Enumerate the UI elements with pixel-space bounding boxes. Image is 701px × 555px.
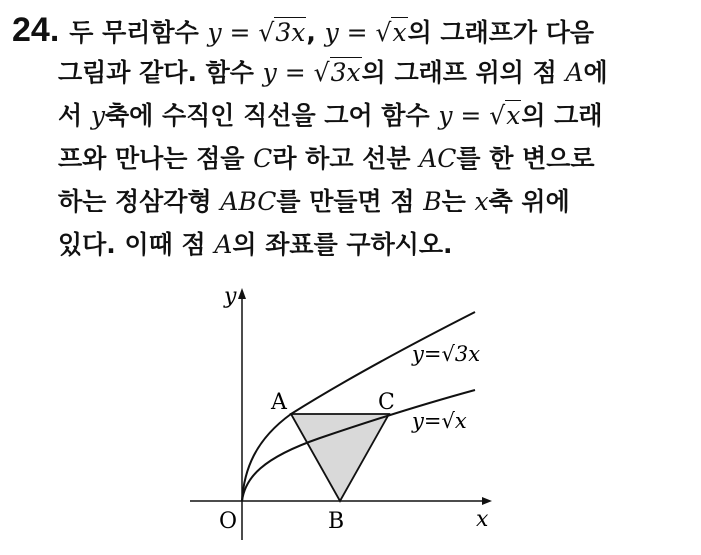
math-var: x (474, 187, 489, 216)
text-run: 의 그래 (521, 101, 603, 130)
text-run: 있다. 이때 점 (58, 230, 215, 259)
math-var: y (207, 18, 222, 47)
text-run: 두 무리함수 (69, 18, 208, 47)
math-radicand: x (392, 18, 407, 47)
text-run: 라 하고 선분 (272, 144, 420, 173)
equilateral-triangle (291, 414, 389, 501)
math-var: ABC (220, 187, 277, 216)
math-var: A (565, 58, 584, 87)
math-op: = (221, 18, 259, 47)
origin-label: O (219, 509, 238, 534)
x-axis-arrow (482, 497, 492, 505)
text-run: 서 (58, 101, 91, 130)
text-run: 그림과 같다. 함수 (58, 58, 263, 87)
sqrt-sign: √ (375, 18, 392, 47)
text-run: 축 위에 (488, 187, 570, 216)
point-c-label: C (378, 390, 395, 415)
axis-label-x: x (476, 507, 489, 532)
text-run: , (306, 18, 325, 47)
point-b-label: B (328, 509, 345, 534)
sqrt-sign: √ (313, 58, 330, 87)
curve-upper-label: y=√3x (412, 342, 481, 366)
text-run: 의 그래프가 다음 (407, 18, 595, 47)
math-var: y (262, 58, 277, 87)
math-var: y (90, 101, 105, 130)
math-radicand: 3x (330, 58, 361, 87)
point-a-label: A (271, 390, 287, 415)
text-run: 는 (441, 187, 475, 216)
text-run: 프와 만나는 점을 (58, 144, 254, 173)
text-run: 의 좌표를 구하시오. (232, 230, 453, 259)
math-var: C (253, 144, 273, 173)
y-axis-arrow (238, 288, 246, 299)
sqrt-sign: √ (258, 18, 275, 47)
text-run: 의 그래프 위의 점 (361, 58, 566, 87)
math-radicand: 3x (275, 18, 306, 47)
math-op: = (338, 18, 376, 47)
math-var: y (324, 18, 339, 47)
math-var: y (438, 101, 453, 130)
text-run: 축에 수직인 직선을 그어 함수 (104, 101, 439, 130)
text-run: 를 만들면 점 (276, 187, 424, 216)
problem-number: 24. (12, 11, 60, 49)
text-run: 하는 정삼각형 (58, 187, 221, 216)
text-run: 를 한 변으로 (456, 144, 595, 173)
curve-lower-label: y=√x (412, 409, 467, 433)
axis-label-y: y (224, 284, 237, 309)
text-run: 에 (583, 58, 608, 87)
math-radicand: x (506, 101, 521, 130)
math-var: B (423, 187, 442, 216)
math-var: AC (419, 144, 457, 173)
sqrt-sign: √ (489, 101, 506, 130)
math-op: = (276, 58, 314, 87)
math-var: A (214, 230, 233, 259)
math-op: = (452, 101, 490, 130)
